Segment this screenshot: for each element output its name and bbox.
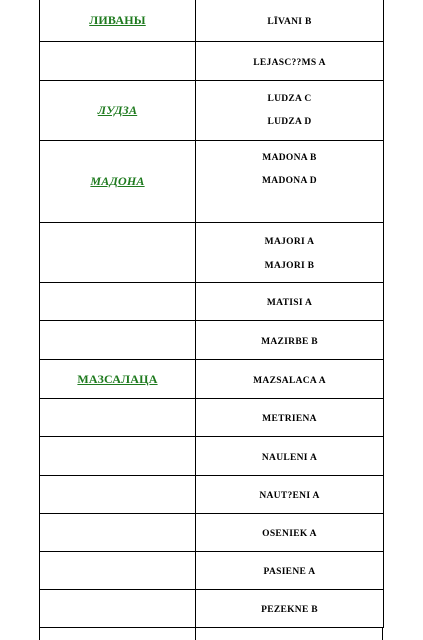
- left-cell: [40, 359, 196, 398]
- station-code: OSENIEK A: [262, 529, 317, 539]
- station-code: NAULENI A: [261, 452, 318, 463]
- left-cell: [40, 551, 196, 589]
- station-code: MAJORI B: [264, 260, 315, 271]
- right-cell: [196, 282, 384, 320]
- right-cell: [196, 222, 384, 282]
- table-row: [40, 41, 384, 80]
- table-row: [40, 282, 384, 320]
- table-row: [40, 475, 384, 513]
- left-cell: [40, 80, 196, 140]
- left-cell: [40, 282, 196, 320]
- station-code: LĪVANI B: [267, 17, 312, 28]
- left-cell: [40, 0, 196, 41]
- left-cell: [40, 436, 196, 475]
- table-row: [40, 80, 384, 140]
- place-link-ludza[interactable]: ЛУДЗА: [97, 103, 138, 117]
- table-row: [40, 320, 384, 359]
- right-cell: [196, 551, 384, 589]
- table-row: [40, 398, 384, 436]
- right-cell: [196, 398, 384, 436]
- station-code: METRIENA: [262, 414, 317, 424]
- right-cell: [196, 475, 384, 513]
- column-divider: [195, 628, 196, 640]
- table-row: [40, 513, 384, 551]
- table-row: [40, 359, 384, 398]
- next-row-start: [39, 627, 383, 640]
- right-cell: [196, 320, 384, 359]
- right-cell: [196, 589, 384, 627]
- station-code: MATISI A: [266, 298, 313, 308]
- right-cell: [196, 359, 384, 398]
- right-cell: [196, 513, 384, 551]
- right-cell: [196, 0, 384, 41]
- station-code: MADONA B: [262, 152, 317, 163]
- station-code: MADONA D: [262, 175, 317, 186]
- table-row: [40, 140, 384, 222]
- left-cell: [40, 513, 196, 551]
- station-code: LUDZA C: [267, 93, 312, 104]
- table-row: [40, 551, 384, 589]
- left-cell: [40, 140, 196, 222]
- right-cell: [196, 436, 384, 475]
- station-code: LUDZA D: [267, 116, 312, 127]
- station-code: MAZIRBE B: [261, 336, 318, 347]
- station-code: MAJORI A: [264, 236, 315, 247]
- station-code: NAUT?ENI A: [259, 491, 320, 501]
- left-cell: [40, 320, 196, 359]
- table-row: [40, 222, 384, 282]
- locations-table: [39, 0, 384, 628]
- left-cell: [40, 41, 196, 80]
- table-row: [40, 436, 384, 475]
- right-cell: [196, 80, 384, 140]
- table-row: [40, 0, 384, 41]
- left-cell: [40, 475, 196, 513]
- left-cell: [40, 222, 196, 282]
- station-code: PEZEKNE B: [261, 605, 318, 615]
- table-row: [40, 589, 384, 627]
- left-cell: [40, 589, 196, 627]
- station-code: PASIENE A: [263, 567, 316, 577]
- right-cell: [196, 140, 384, 222]
- station-code: LEJASC??MS A: [253, 57, 326, 68]
- station-code: MAZSALACA A: [253, 375, 326, 386]
- place-link-mazsalaca[interactable]: МАЗСАЛАЦА: [77, 371, 158, 386]
- right-cell: [196, 41, 384, 80]
- place-link-livany[interactable]: ЛИВАНЫ: [89, 13, 146, 28]
- left-cell: [40, 398, 196, 436]
- place-link-madona[interactable]: МАДОНА: [90, 174, 145, 188]
